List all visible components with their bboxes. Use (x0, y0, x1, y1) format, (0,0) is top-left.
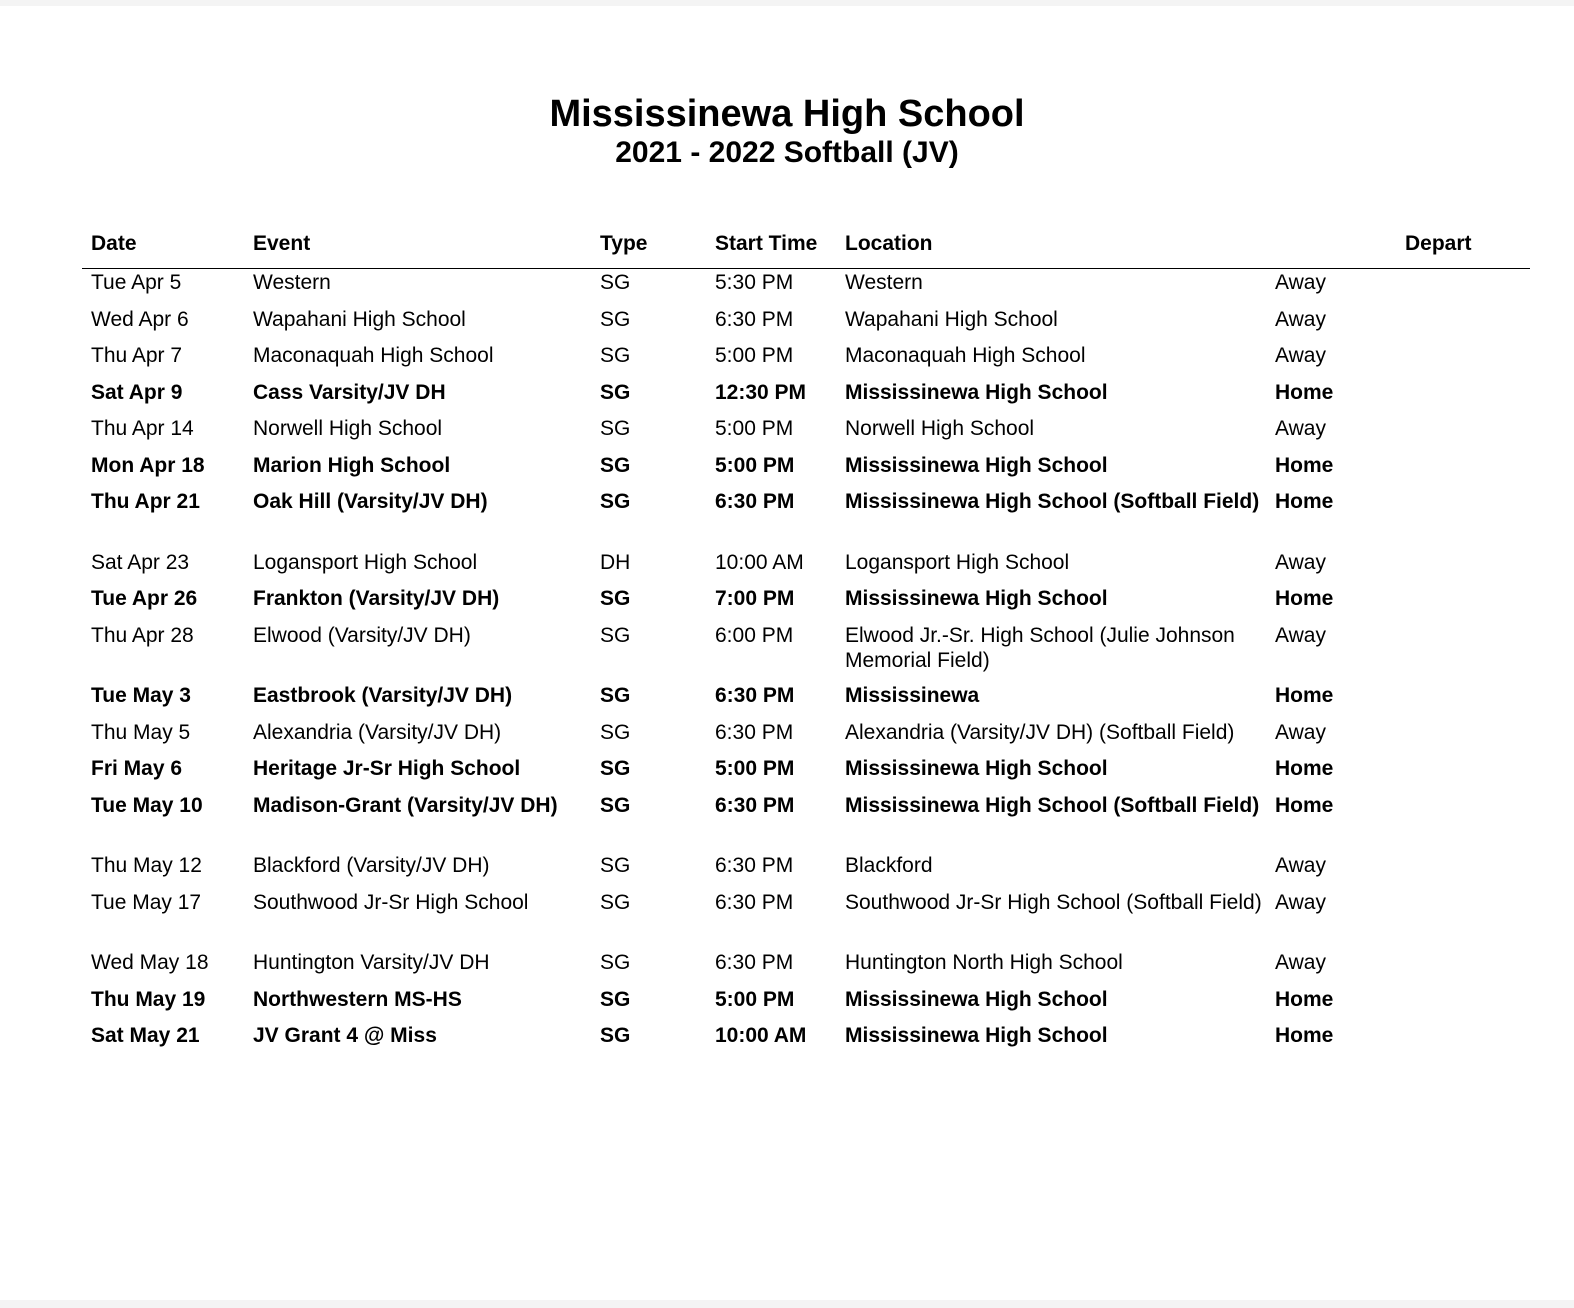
game-event: JV Grant 4 @ Miss (253, 1024, 437, 1047)
game-start-time: 12:30 PM (715, 380, 807, 404)
game-start-time: 5:30 PM (715, 271, 794, 294)
game-event: Oak Hill (Varsity/JV DH) (253, 490, 488, 513)
game-start-time: 5:00 PM (715, 757, 795, 780)
game-location: Mississinewa High School (845, 453, 1108, 477)
game-location: Mississinewa High School (845, 757, 1108, 780)
game-type: SG (600, 453, 631, 477)
game-location: Mississinewa High School (845, 380, 1108, 404)
header-start-time: Start Time (715, 232, 818, 255)
game-start-time: 6:30 PM (715, 951, 794, 974)
game-location: Norwell High School (845, 417, 1035, 440)
game-start-time: 6:30 PM (715, 490, 795, 513)
game-date: Thu May 19 (91, 987, 206, 1011)
game-home-away: Away (1275, 344, 1326, 367)
game-start-time: 5:00 PM (715, 417, 794, 440)
game-location: Blackford (845, 854, 933, 877)
game-start-time: 6:00 PM (715, 623, 794, 647)
page-bottom-edge (0, 1300, 1574, 1308)
header-depart: Depart (1405, 232, 1472, 255)
game-event: Alexandria (Varsity/JV DH) (253, 720, 502, 744)
header-location: Location (845, 232, 933, 255)
game-type: SG (600, 951, 631, 974)
game-type: SG (600, 793, 631, 817)
game-type: SG (600, 271, 631, 294)
game-date: Wed Apr 6 (91, 307, 189, 331)
game-start-time: 6:30 PM (715, 854, 794, 877)
game-type: SG (600, 890, 631, 914)
game-type: SG (600, 417, 631, 440)
game-event: Huntington Varsity/JV DH (253, 951, 490, 974)
game-location: Southwood Jr-Sr High School (Softball Field) (845, 890, 1262, 914)
game-location: Mississinewa High School (845, 987, 1108, 1011)
game-date: Thu May 5 (91, 720, 191, 744)
game-type: SG (600, 720, 631, 744)
table-row (0, 305, 1574, 342)
game-start-time: 6:30 PM (715, 307, 794, 331)
game-home-away: Away (1275, 720, 1326, 744)
game-start-time: 5:00 PM (715, 987, 795, 1011)
game-location: Wapahani High School (845, 307, 1058, 331)
game-type: DH (600, 550, 631, 574)
game-type: SG (600, 1024, 631, 1047)
game-location: Alexandria (Varsity/JV DH) (Softball Field) (845, 720, 1235, 744)
header-date: Date (91, 232, 137, 255)
game-event: Northwestern MS-HS (253, 987, 462, 1011)
table-row (0, 754, 1574, 791)
game-type: SG (600, 987, 631, 1011)
game-home-away: Home (1275, 453, 1334, 477)
game-event: Blackford (Varsity/JV DH) (253, 854, 490, 877)
game-date: Thu May 12 (91, 854, 202, 877)
game-location: Logansport High School (845, 550, 1070, 574)
table-row (0, 378, 1574, 415)
game-event: Logansport High School (253, 550, 478, 574)
game-type: SG (600, 490, 631, 513)
game-event: Cass Varsity/JV DH (253, 380, 446, 404)
game-date: Tue Apr 26 (91, 587, 198, 610)
game-type: SG (600, 623, 631, 647)
schedule-title: 2021 - 2022 Softball (JV) (615, 136, 959, 169)
game-home-away: Away (1275, 307, 1326, 331)
game-date: Wed May 18 (91, 951, 209, 974)
game-type: SG (600, 854, 631, 877)
table-row (0, 548, 1574, 585)
table-row (0, 451, 1574, 488)
table-row (0, 1021, 1574, 1058)
game-event: Southwood Jr-Sr High School (253, 890, 529, 914)
game-event: Heritage Jr-Sr High School (253, 757, 521, 780)
game-date: Thu Apr 21 (91, 490, 200, 513)
game-date: Sat Apr 9 (91, 380, 183, 404)
game-date: Thu Apr 14 (91, 417, 194, 440)
game-location: Elwood Jr.-Sr. High School (Julie Johnson Memorial Field) (845, 623, 1235, 672)
table-row (0, 268, 1574, 305)
game-start-time: 5:00 PM (715, 453, 795, 477)
table-row (0, 487, 1574, 548)
game-location: Mississinewa High School (845, 587, 1108, 610)
game-start-time: 6:30 PM (715, 890, 794, 914)
table-row (0, 584, 1574, 621)
game-location: Mississinewa High School (Softball Field) (845, 793, 1260, 817)
game-type: SG (600, 684, 631, 707)
table-row (0, 718, 1574, 755)
game-location: Mississinewa High School (Softball Field) (845, 490, 1260, 513)
game-home-away: Home (1275, 793, 1334, 817)
game-location: Huntington North High School (845, 951, 1123, 974)
game-location: Western (845, 271, 923, 294)
game-home-away: Home (1275, 587, 1334, 610)
game-type: SG (600, 307, 631, 331)
game-start-time: 6:30 PM (715, 793, 795, 817)
game-home-away: Away (1275, 623, 1326, 647)
game-date: Thu Apr 7 (91, 344, 183, 367)
game-event: Norwell High School (253, 417, 443, 440)
table-row (0, 985, 1574, 1022)
game-type: SG (600, 757, 631, 780)
game-home-away: Home (1275, 490, 1334, 513)
game-home-away: Home (1275, 1024, 1334, 1047)
table-row (0, 414, 1574, 451)
table-row (0, 341, 1574, 378)
game-type: SG (600, 587, 631, 610)
game-home-away: Away (1275, 271, 1326, 294)
game-start-time: 5:00 PM (715, 344, 794, 367)
game-date: Sat May 21 (91, 1024, 200, 1047)
game-date: Tue May 3 (91, 684, 191, 707)
table-row (0, 851, 1574, 888)
game-start-time: 7:00 PM (715, 587, 795, 610)
game-date: Thu Apr 28 (91, 623, 194, 647)
schedule-table (0, 268, 1574, 1058)
page-top-edge (0, 0, 1574, 6)
game-home-away: Home (1275, 684, 1334, 707)
game-home-away: Home (1275, 380, 1334, 404)
game-event: Frankton (Varsity/JV DH) (253, 587, 500, 610)
game-home-away: Away (1275, 951, 1326, 974)
table-row (0, 791, 1574, 852)
game-home-away: Home (1275, 757, 1334, 780)
game-event: Eastbrook (Varsity/JV DH) (253, 684, 513, 707)
game-home-away: Away (1275, 417, 1326, 440)
table-row (0, 948, 1574, 985)
school-title: Mississinewa High School (549, 93, 1025, 135)
game-start-time: 10:00 AM (715, 1024, 807, 1047)
game-location: Mississinewa (845, 684, 980, 707)
table-row (0, 681, 1574, 718)
game-event: Wapahani High School (253, 307, 466, 331)
game-type: SG (600, 380, 631, 404)
game-type: SG (600, 344, 631, 367)
game-location: Mississinewa High School (845, 1024, 1108, 1047)
game-start-time: 6:30 PM (715, 720, 794, 744)
game-location: Maconaquah High School (845, 344, 1086, 367)
game-start-time: 10:00 AM (715, 550, 804, 574)
game-date: Tue May 17 (91, 890, 202, 914)
game-date: Sat Apr 23 (91, 550, 190, 574)
game-date: Tue Apr 5 (91, 271, 182, 294)
game-event: Maconaquah High School (253, 344, 494, 367)
game-event: Marion High School (253, 453, 451, 477)
game-event: Madison-Grant (Varsity/JV DH) (253, 793, 558, 817)
game-home-away: Away (1275, 854, 1326, 877)
game-home-away: Away (1275, 550, 1326, 574)
header-type: Type (600, 232, 648, 255)
game-date: Fri May 6 (91, 757, 183, 780)
table-header (0, 230, 1574, 260)
game-date: Mon Apr 18 (91, 453, 205, 477)
table-row (0, 621, 1574, 682)
header-event: Event (253, 232, 311, 255)
game-home-away: Home (1275, 987, 1334, 1011)
game-date: Tue May 10 (91, 793, 203, 817)
game-event: Elwood (Varsity/JV DH) (253, 623, 471, 647)
game-event: Western (253, 271, 331, 294)
game-start-time: 6:30 PM (715, 684, 795, 707)
game-home-away: Away (1275, 890, 1326, 914)
table-row (0, 888, 1574, 949)
